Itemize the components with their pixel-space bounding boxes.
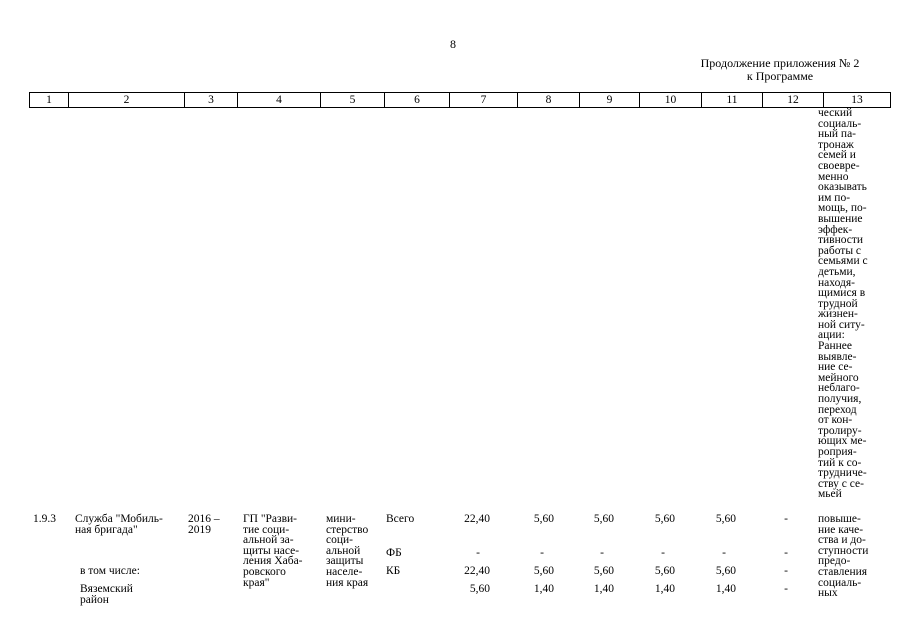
column-header-2: 2	[69, 93, 185, 108]
column-header-1: 1	[30, 93, 69, 108]
column-12-value: -	[784, 547, 788, 559]
expected-result: повыше- ние каче- ства и до- ступности предо- ставления социаль- ных	[818, 513, 869, 600]
year-2019-value: 5,60	[715, 565, 736, 577]
year-2018-value: 5,60	[654, 513, 675, 525]
year-2017-value: -	[600, 547, 604, 559]
measure-name: Служба "Мобиль- ная бригада"	[75, 513, 163, 536]
appendix-title-line2: к Программе	[746, 69, 814, 83]
year-2016-value: -	[540, 547, 544, 559]
column-header-9: 9	[580, 93, 640, 108]
year-2016-value: 5,60	[533, 513, 554, 525]
page-number: 8	[450, 37, 456, 51]
column-header-3: 3	[185, 93, 238, 108]
year-2016-value: 5,60	[533, 565, 554, 577]
row-number: 1.9.3	[33, 513, 56, 525]
implementation-period: 2016 – 2019	[188, 513, 220, 536]
year-2018-value: 1,40	[654, 583, 675, 595]
column-header-8: 8	[518, 93, 580, 108]
year-2018-value: -	[661, 547, 665, 559]
total-value: 22,40	[464, 565, 490, 577]
including-label: в том числе:	[80, 565, 140, 577]
year-2017-value: 5,60	[593, 513, 614, 525]
column-12-value: -	[784, 513, 788, 525]
total-value: 22,40	[464, 513, 490, 525]
state-program: ГП "Разви- тие соци- альной за- щиты насе- ления Хаба- ровского края"	[243, 513, 303, 589]
year-2019-value: 5,60	[715, 513, 736, 525]
year-2018-value: 5,60	[654, 565, 675, 577]
district-name: Вяземский район	[80, 583, 133, 606]
column-header-6: 6	[385, 93, 450, 108]
appendix-title-line1: Продолжение приложения № 2	[700, 56, 860, 70]
appendix-continuation-title	[690, 57, 870, 83]
column-header-7: 7	[450, 93, 518, 108]
column-12-value: -	[784, 583, 788, 595]
result-continuation-text: ческий социаль- ный па- тронаж семей и своевре- менно оказывать им по- мощь, по- вышение эффек- тивности работы с семьями с детьми, находя- щимися в трудной жизнен- ной ситу- ации: Раннее выявле- ние се- мейного неблаго- получия, переход от кон- тролиру- ющих ме- роприя- тий к со- трудниче- ству с се- мьей	[818, 107, 868, 501]
column-12-value: -	[784, 565, 788, 577]
column-header-5: 5	[321, 93, 385, 108]
year-2017-value: 1,40	[593, 583, 614, 595]
funding-source: Всего	[386, 513, 415, 525]
total-value: 5,60	[469, 583, 490, 595]
column-header-12: 12	[763, 93, 824, 108]
total-value: -	[476, 547, 480, 559]
column-number-header	[29, 92, 891, 108]
column-header-11: 11	[702, 93, 763, 108]
column-header-13: 13	[824, 93, 891, 108]
year-2019-value: -	[722, 547, 726, 559]
funding-source: ФБ	[386, 547, 402, 559]
column-header-10: 10	[640, 93, 702, 108]
year-2017-value: 5,60	[593, 565, 614, 577]
responsible-executor: мини- стерство соци- альной защиты населе- ния края	[326, 513, 369, 589]
funding-source: КБ	[386, 565, 401, 577]
column-header-4: 4	[238, 93, 321, 108]
year-2016-value: 1,40	[533, 583, 554, 595]
year-2019-value: 1,40	[715, 583, 736, 595]
